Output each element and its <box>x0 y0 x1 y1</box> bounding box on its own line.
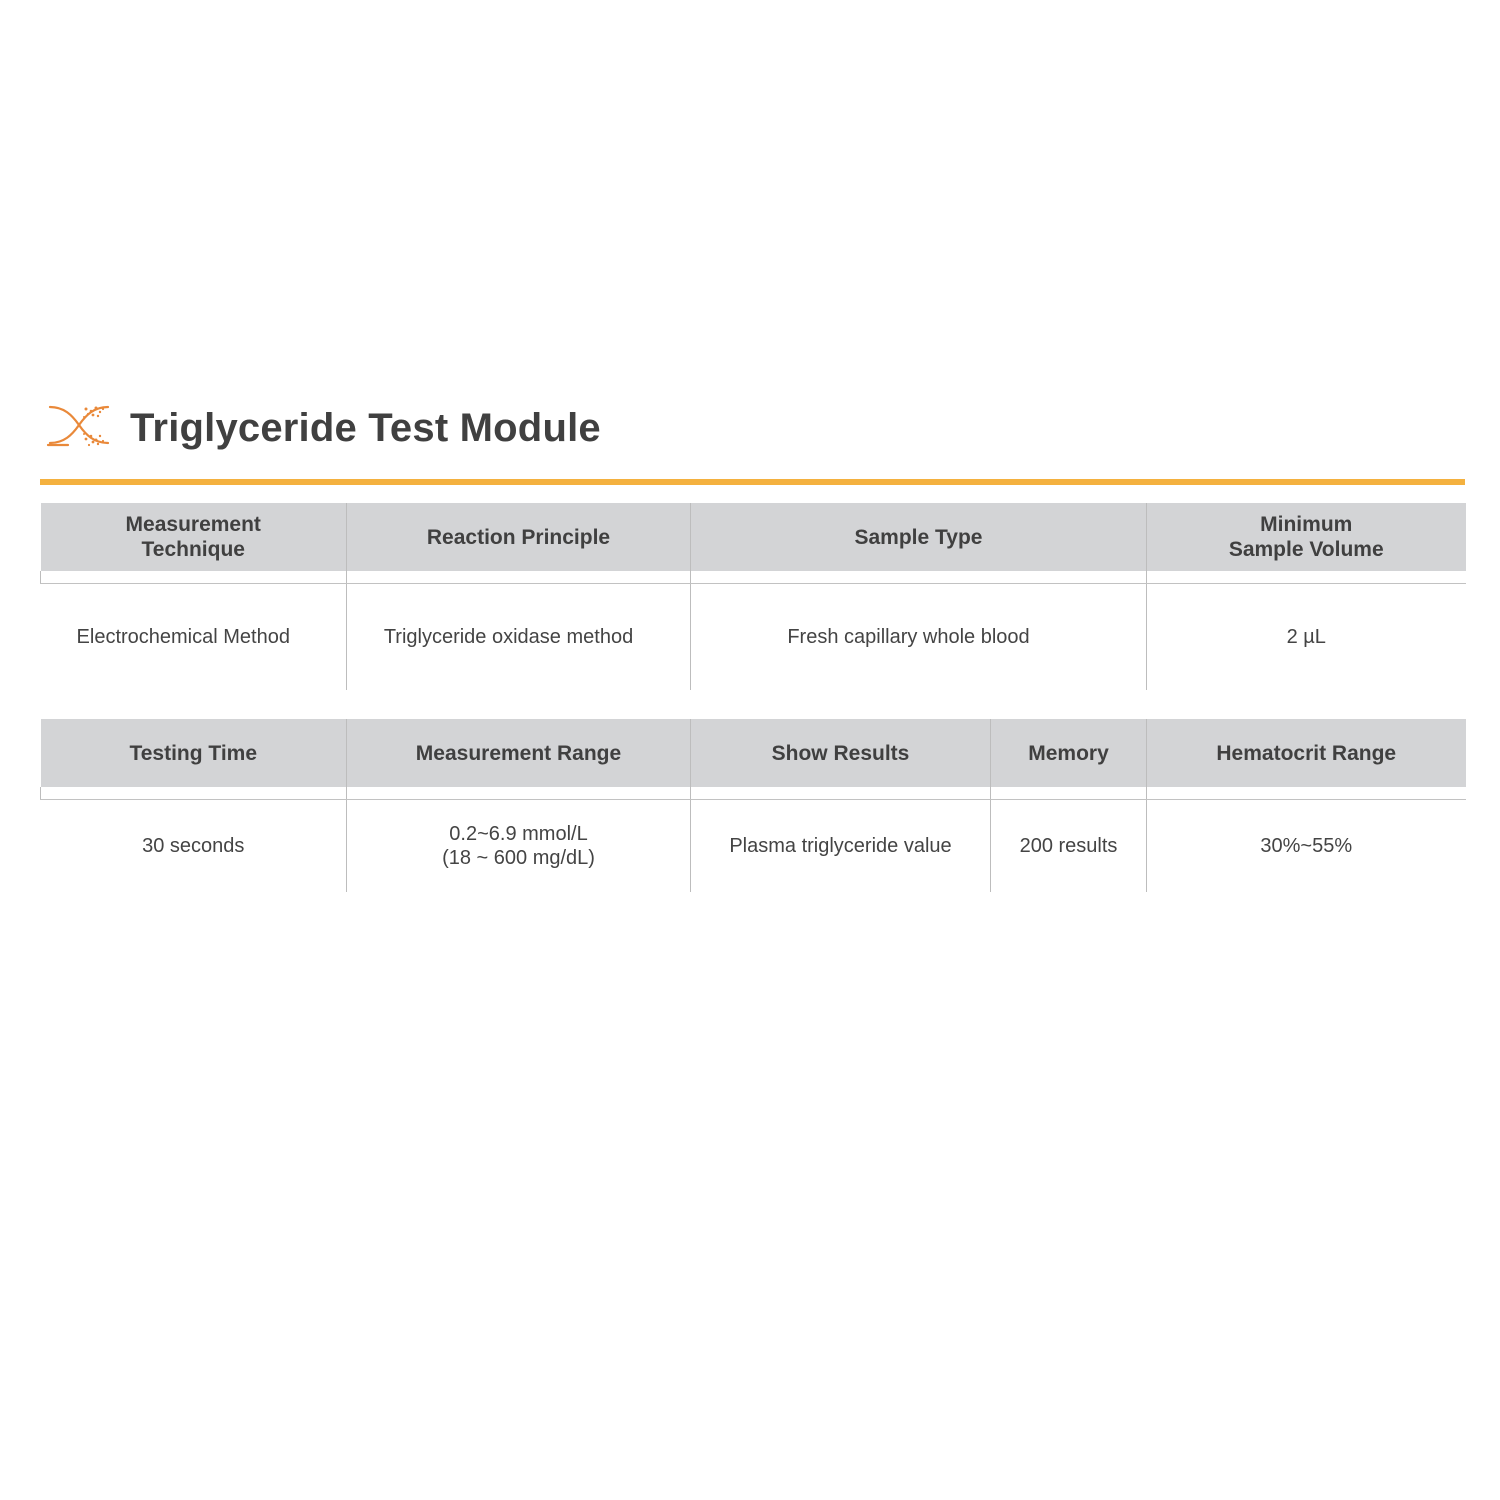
spec-table-primary <box>40 503 1466 690</box>
spec-table-secondary <box>40 719 1466 892</box>
triglyceride-molecule-icon <box>46 403 112 453</box>
value-memory: 200 results <box>991 800 1147 893</box>
header-measurement-range: Measurement Range <box>347 719 691 787</box>
value-hematocrit-range: 30%~55% <box>1147 800 1466 893</box>
accent-divider <box>40 479 1465 485</box>
header-memory: Memory <box>991 719 1147 787</box>
value-measurement-technique: Electrochemical Method <box>76 626 290 648</box>
table-header-row <box>41 719 1466 787</box>
header-reaction-principle: Reaction Principle <box>347 503 691 571</box>
table-gap-row <box>41 787 1466 800</box>
header-hematocrit-range: Hematocrit Range <box>1147 719 1466 787</box>
table-row <box>41 584 1466 691</box>
value-show-results: Plasma triglyceride value <box>691 800 991 893</box>
value-reaction-principle: Triglyceride oxidase method <box>347 584 691 691</box>
page-title: Triglyceride Test Module <box>130 405 601 450</box>
table-row <box>41 800 1466 893</box>
value-testing-time: 30 seconds <box>142 835 245 857</box>
table-gap-row <box>41 571 1466 584</box>
header-measurement-technique: Measurement Technique <box>41 503 347 571</box>
value-minimum-sample-volume: 2 µL <box>1147 584 1466 691</box>
table-header-row <box>41 503 1466 571</box>
value-measurement-range: 0.2~6.9 mmol/L (18 ~ 600 mg/dL) <box>347 800 691 893</box>
header-minimum-sample-volume: Minimum Sample Volume <box>1147 503 1466 571</box>
header-testing-time: Testing Time <box>41 719 347 787</box>
module-header <box>46 400 601 456</box>
header-show-results: Show Results <box>691 719 991 787</box>
value-sample-type: Fresh capillary whole blood <box>691 584 1147 691</box>
header-sample-type: Sample Type <box>691 503 1147 571</box>
